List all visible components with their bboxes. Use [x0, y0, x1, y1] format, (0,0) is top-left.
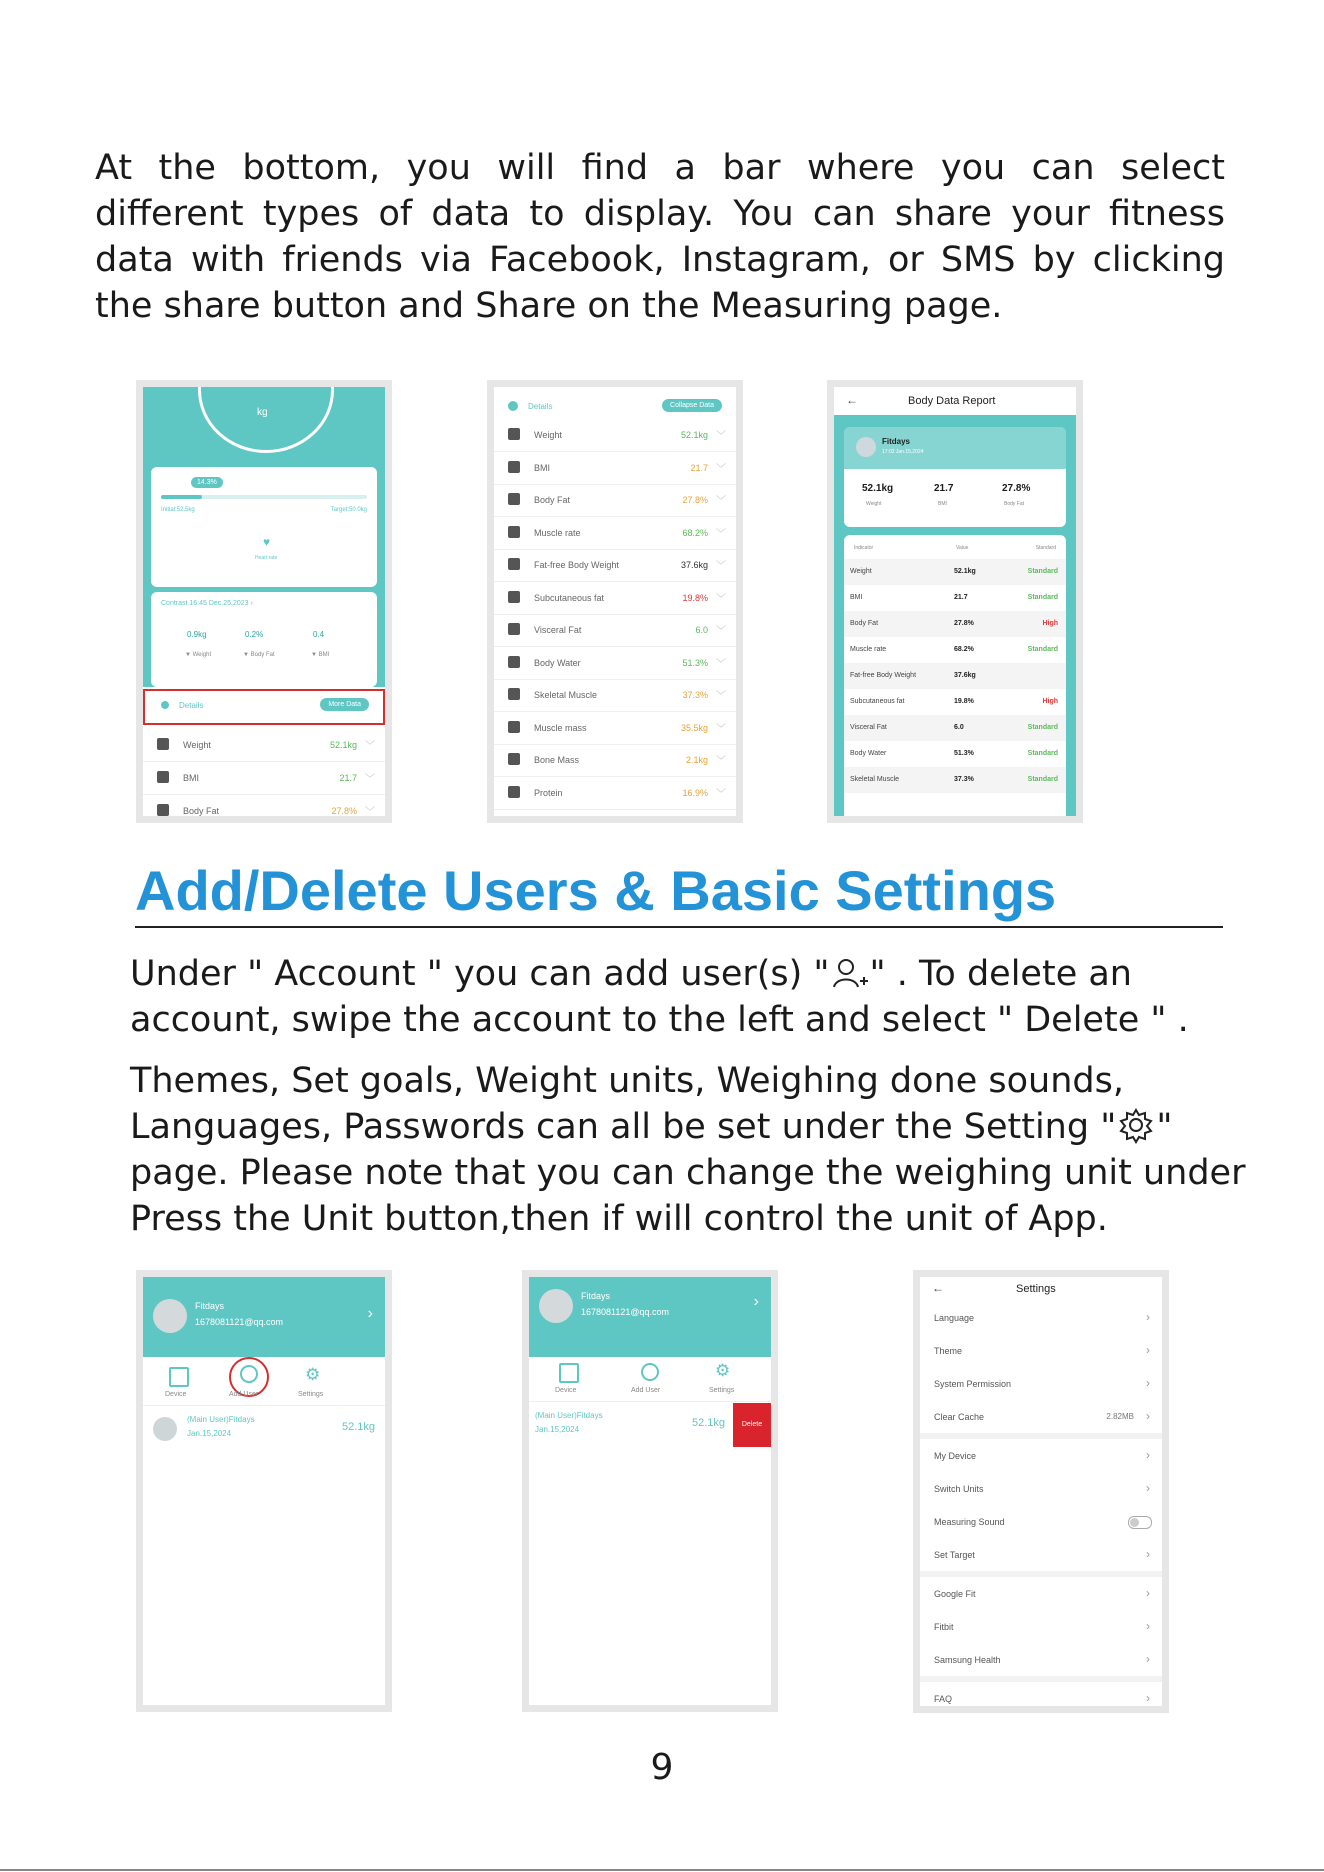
settings-screen — [920, 1277, 1162, 1706]
page-number: 9 — [650, 1747, 674, 1788]
data-row[interactable] — [494, 419, 736, 452]
tab-settings[interactable]: Settings — [709, 1387, 735, 1394]
tab-add-user[interactable]: Add User — [631, 1387, 661, 1394]
data-row[interactable]: Body Fat 27.8% ﹀ — [143, 795, 385, 816]
report-table-rows — [844, 559, 1066, 816]
heart-rate-label: Heart rate — [255, 555, 278, 561]
table-row — [844, 611, 1066, 637]
chevron-right-icon[interactable]: › — [367, 1305, 373, 1322]
metric-name: Visceral Fat — [534, 625, 582, 635]
summary-header — [844, 427, 1066, 469]
user-row[interactable] — [143, 1407, 385, 1449]
value: 37.3% — [954, 776, 974, 783]
metric-icon — [508, 753, 520, 765]
summary-bmi-label: BMI — [938, 501, 947, 507]
settings-item[interactable] — [920, 1334, 1162, 1367]
avatar — [856, 437, 876, 457]
gauge-unit: kg — [257, 407, 268, 418]
gauge-ring — [198, 387, 334, 453]
metric-value: 35.5kg — [680, 722, 708, 733]
metric-value: 16.9% — [682, 787, 708, 798]
metric-name: Bone Mass — [534, 755, 580, 765]
chevron-right-icon[interactable]: › — [1146, 1376, 1150, 1390]
settings-item[interactable] — [920, 1682, 1162, 1706]
account-line-1b: " . To delete an — [869, 954, 1132, 994]
settings-item[interactable] — [920, 1610, 1162, 1643]
chevron-down-icon[interactable]: ﹀ — [716, 756, 726, 767]
metric-value: 19.8% — [682, 592, 708, 603]
summary-weight: 52.1kg — [862, 483, 894, 494]
initial-weight: Initial:52.5kg — [161, 507, 195, 513]
report-user-name: Fitdays — [882, 437, 911, 446]
value: 37.6kg — [954, 672, 976, 679]
user-line: (Main User)Fitdays — [535, 1411, 603, 1420]
report-table — [844, 535, 1066, 816]
user-line: (Main User)Fitdays — [187, 1415, 255, 1424]
account-line-1a: Under " Account " you can add user(s) " — [130, 954, 830, 994]
screenshot-delete-user — [522, 1270, 778, 1712]
chevron-right-icon[interactable]: › — [1146, 1448, 1150, 1462]
settings-item[interactable] — [920, 1301, 1162, 1334]
data-row[interactable] — [494, 744, 736, 777]
settings-tab-icon[interactable]: ⚙ — [305, 1365, 321, 1384]
table-row — [844, 637, 1066, 663]
chevron-down-icon[interactable]: ﹀ — [716, 788, 726, 800]
metric-icon — [508, 461, 520, 473]
intro-paragraph — [95, 145, 1225, 329]
status: High — [1042, 620, 1058, 627]
metric-icon — [508, 591, 520, 603]
chevron-down-icon[interactable]: ﹀ — [716, 561, 726, 572]
settings-line-4: Press the Unit button,then if will control the unit of App. — [130, 1199, 1108, 1239]
chevron-right-icon[interactable]: › — [1146, 1310, 1150, 1324]
metric-icon — [508, 656, 520, 668]
chevron-down-icon[interactable]: ﹀ — [716, 626, 726, 637]
value: 19.8% — [954, 698, 974, 705]
metric-name: Skeletal Muscle — [534, 690, 598, 700]
collapse-data-button[interactable]: Collapse Data — [662, 399, 722, 412]
more-data-button[interactable]: More Data — [320, 698, 369, 711]
settings-title: Settings — [1016, 1283, 1056, 1295]
data-row[interactable]: Weight 52.1kg ﹀ — [143, 729, 385, 762]
report-title: Body Data Report — [908, 395, 996, 407]
indicator: Weight — [850, 568, 872, 575]
summary-weight-label: Weight — [866, 501, 882, 507]
chevron-down-icon[interactable]: ﹀ — [716, 528, 726, 540]
settings-item-label: Set Target — [934, 1550, 975, 1560]
table-head-value: Value — [956, 545, 969, 551]
table-row — [844, 689, 1066, 715]
metric-name: Fat-free Body Weight — [534, 560, 619, 570]
stat-weight-value: 0.9kg — [187, 630, 207, 639]
screenshot-body-data-report — [827, 380, 1083, 823]
settings-header — [920, 1277, 1162, 1301]
chevron-right-icon[interactable]: › — [1146, 1343, 1150, 1357]
stat-bmi-label: ▼ BMI — [311, 652, 330, 658]
metric-icon — [508, 721, 520, 733]
chevron-down-icon[interactable]: ﹀ — [716, 723, 726, 735]
settings-tab-icon[interactable]: ⚙ — [715, 1361, 731, 1380]
metric-value: 51.3% — [682, 657, 708, 668]
settings-item-label: Samsung Health — [934, 1655, 1001, 1665]
settings-item[interactable] — [920, 1538, 1162, 1571]
account-name: Fitdays — [581, 1291, 611, 1301]
status: Standard — [1027, 568, 1058, 575]
settings-item-label: Clear Cache — [934, 1412, 985, 1422]
chevron-right-icon[interactable]: › — [1146, 1652, 1150, 1666]
delete-button[interactable]: Delete — [733, 1403, 771, 1447]
value: 6.0 — [954, 724, 964, 731]
chevron-right-icon[interactable]: › — [1146, 1691, 1150, 1705]
settings-item[interactable] — [920, 1505, 1162, 1538]
status: Standard — [1027, 776, 1058, 783]
summary-bmi: 21.7 — [934, 483, 954, 494]
target-weight: Target:50.0kg — [330, 507, 367, 513]
chevron-right-icon[interactable]: › — [1146, 1586, 1150, 1600]
toggle-switch[interactable] — [1128, 1516, 1152, 1529]
data-row[interactable] — [494, 517, 736, 550]
settings-line-2a: Languages, Passwords can all be set under the Setting " — [130, 1107, 1117, 1147]
device-icon[interactable] — [559, 1363, 579, 1383]
metric-name: Subcutaneous fat — [534, 592, 605, 603]
table-row — [844, 715, 1066, 741]
metric-name: Muscle mass — [534, 722, 587, 733]
metric-icon — [508, 526, 520, 538]
report-screen — [834, 387, 1076, 816]
metric-name: Body Fat — [534, 495, 571, 505]
account-paragraph — [130, 951, 1250, 1043]
settings-line-3: page. Please note that you can change the weighing unit under — [130, 1153, 1246, 1193]
settings-item[interactable] — [920, 1472, 1162, 1505]
avatar — [539, 1289, 573, 1323]
stat-bodyfat-label: ▼ Body Fat — [243, 652, 275, 658]
heart-icon: ♥ — [263, 535, 271, 549]
chevron-right-icon[interactable]: › — [753, 1293, 759, 1310]
data-row[interactable] — [494, 549, 736, 582]
table-head-standard: Standard — [1035, 545, 1056, 551]
data-row[interactable]: BMI 21.7 ﹀ — [143, 762, 385, 795]
metric-name: BMI — [534, 462, 551, 473]
chevron-right-icon[interactable]: › — [1146, 1547, 1150, 1561]
device-icon[interactable] — [169, 1367, 189, 1387]
progress-card — [151, 467, 377, 587]
settings-item-label: FAQ — [934, 1694, 953, 1704]
settings-item-label: Switch Units — [934, 1484, 984, 1494]
tab-settings[interactable]: Settings — [298, 1391, 324, 1398]
table-row — [844, 663, 1066, 689]
chevron-down-icon[interactable]: ﹀ — [716, 431, 726, 442]
user-row-swiped[interactable] — [529, 1403, 771, 1447]
settings-item-label: Fitbit — [934, 1622, 954, 1632]
screenshot-account-page — [136, 1270, 392, 1712]
metric-icon — [508, 428, 520, 440]
add-user-icon — [830, 955, 870, 991]
metric-value: 37.6kg — [680, 560, 708, 570]
weight-icon — [157, 738, 169, 750]
screenshot-measuring-page — [136, 380, 392, 823]
indicator: Muscle rate — [850, 646, 887, 653]
metric-value: 6.0 — [695, 625, 708, 635]
chevron-down-icon[interactable]: ﹀ — [716, 593, 726, 605]
summary-bodyfat: 27.8% — [1002, 483, 1031, 494]
settings-item-label: My Device — [934, 1451, 977, 1461]
intro-line-2: different types of data to display. You can share your fitness — [95, 194, 1225, 234]
data-row[interactable] — [494, 777, 736, 810]
account-header — [143, 1277, 385, 1357]
settings-item-label: Measuring Sound — [934, 1517, 1005, 1527]
table-row — [844, 741, 1066, 767]
heading-rule — [135, 926, 1223, 928]
indicator: Skeletal Muscle — [850, 776, 900, 783]
account-screen — [143, 1277, 385, 1705]
tab-add-user[interactable]: Add User — [229, 1391, 259, 1398]
account-email: 1678081121@qq.com — [581, 1307, 670, 1317]
metric-name: Body Water — [534, 657, 581, 668]
contrast-card — [151, 592, 377, 687]
screenshot-details-list — [487, 380, 743, 823]
delete-screen — [529, 1277, 771, 1705]
cache-size: 2.82MB — [1106, 1412, 1134, 1421]
back-arrow-icon[interactable]: ← — [932, 1281, 944, 1295]
account-email: 1678081121@qq.com — [195, 1317, 284, 1327]
value: 27.8% — [954, 620, 974, 627]
summary-bodyfat-label: Body Fat — [1004, 501, 1025, 507]
user-date: Jan.15,2024 — [535, 1425, 580, 1434]
add-user-tab-icon[interactable] — [641, 1363, 659, 1381]
avatar — [153, 1417, 177, 1441]
stat-bmi-value: 0.4 — [313, 630, 325, 639]
metric-value: 37.3% — [682, 690, 708, 700]
metric-icon — [508, 688, 520, 700]
section-heading: Add/Delete Users & Basic Settings — [135, 859, 1057, 922]
chevron-right-icon[interactable]: › — [1146, 1619, 1150, 1633]
indicator: Body Fat — [850, 620, 879, 627]
details-label: Details — [179, 701, 204, 710]
add-user-tab-icon[interactable] — [240, 1365, 258, 1383]
user-weight: 52.1kg — [341, 1421, 375, 1433]
report-date: 17:02 Jan.15,2024 — [882, 449, 924, 455]
user-weight: 52.1kg — [691, 1417, 725, 1429]
metric-icon — [508, 558, 520, 570]
metric-value: 21.7 — [690, 462, 708, 473]
report-summary-card — [844, 427, 1066, 527]
progress-fill — [161, 495, 202, 499]
intro-line-4: the share button and Share on the Measuring page. — [95, 286, 1003, 326]
table-head-indicator: Indicator — [854, 545, 874, 551]
value: 51.3% — [954, 750, 974, 757]
intro-line-1: At the bottom, you will find a bar where you can select — [95, 148, 1225, 188]
chevron-down-icon[interactable]: ﹀ — [716, 658, 726, 670]
data-row[interactable] — [494, 712, 736, 745]
data-row[interactable] — [494, 679, 736, 712]
settings-line-2b: " — [1156, 1107, 1173, 1147]
chevron-right-icon[interactable]: › — [1146, 1481, 1150, 1495]
metric-icon — [508, 786, 520, 798]
metric-value: 27.8% — [682, 495, 708, 505]
indicator: Body Water — [850, 750, 887, 757]
back-arrow-icon[interactable]: ← — [846, 393, 858, 407]
intro-line-3: data with friends via Facebook, Instagram, or SMS by clicking — [95, 240, 1225, 280]
settings-item-label: Language — [934, 1313, 975, 1323]
metric-value: 2.1kg — [685, 755, 708, 765]
account-line-2: account, swipe the account to the left and select " Delete " . — [130, 1000, 1189, 1040]
value: 21.7 — [954, 594, 968, 601]
settings-line-1: Themes, Set goals, Weight units, Weighing done sounds, — [130, 1061, 1124, 1101]
account-name: Fitdays — [195, 1301, 225, 1311]
contrast-label: Contrast 16:45 Dec.25,2023 › — [161, 600, 253, 607]
tab-device[interactable]: Device — [555, 1387, 577, 1394]
metric-icon — [508, 493, 520, 505]
settings-item[interactable] — [920, 1439, 1162, 1472]
settings-item-label: Theme — [934, 1346, 963, 1356]
settings-item[interactable] — [920, 1367, 1162, 1400]
screenshot-settings — [913, 1270, 1169, 1713]
settings-item[interactable] — [920, 1643, 1162, 1676]
metric-name: Protein — [534, 787, 563, 798]
indicator: BMI — [850, 594, 863, 601]
divider — [529, 1401, 771, 1402]
progress-track — [161, 495, 367, 499]
chevron-down-icon[interactable]: ﹀ — [716, 691, 726, 702]
table-row — [844, 767, 1066, 793]
status: Standard — [1027, 724, 1058, 731]
report-body — [834, 415, 1076, 816]
body-fat-icon — [157, 804, 169, 816]
user-date: Jan.15,2024 — [187, 1429, 232, 1438]
gear-icon — [1116, 1106, 1156, 1144]
details-screen — [494, 387, 736, 816]
tab-device[interactable]: Device — [165, 1391, 187, 1398]
avatar — [153, 1299, 187, 1333]
metric-name: Muscle rate — [534, 527, 581, 538]
measuring-screen — [143, 387, 385, 816]
account-header — [529, 1277, 771, 1357]
value: 52.1kg — [954, 568, 976, 575]
settings-paragraph — [130, 1058, 1250, 1242]
value: 68.2% — [954, 646, 974, 653]
data-row[interactable] — [494, 614, 736, 647]
indicator: Fat-free Body Weight — [850, 672, 917, 679]
bottom-rule — [0, 1869, 1324, 1871]
indicator: Visceral Fat — [850, 724, 887, 731]
data-row[interactable] — [494, 582, 736, 615]
account-line-1 — [130, 951, 1250, 997]
settings-item-label: Google Fit — [934, 1589, 976, 1599]
table-row — [844, 559, 1066, 585]
details-list — [143, 687, 385, 816]
data-row[interactable] — [494, 484, 736, 517]
table-row — [844, 585, 1066, 611]
details-icon — [508, 401, 518, 411]
metric-name: Weight — [534, 430, 562, 440]
chevron-right-icon[interactable]: › — [1146, 1409, 1150, 1423]
chevron-down-icon[interactable]: ﹀ — [716, 463, 726, 475]
settings-item[interactable] — [920, 1400, 1162, 1433]
data-row[interactable] — [494, 452, 736, 485]
data-row[interactable] — [494, 647, 736, 680]
divider — [143, 1405, 385, 1406]
settings-item-label: System Permission — [934, 1379, 1012, 1389]
stat-bodyfat-value: 0.2% — [245, 630, 264, 639]
settings-line-2 — [130, 1104, 1250, 1150]
metric-icon — [508, 623, 520, 635]
details-icon — [161, 701, 169, 709]
details-label: Details — [528, 402, 553, 411]
chevron-down-icon[interactable]: ﹀ — [716, 496, 726, 507]
status: High — [1042, 698, 1058, 705]
status: Standard — [1027, 646, 1058, 653]
bmi-icon — [157, 771, 169, 783]
metric-value: 68.2% — [682, 527, 708, 538]
settings-item[interactable] — [920, 1577, 1162, 1610]
indicator: Subcutaneous fat — [850, 698, 905, 705]
metric-value: 52.1kg — [680, 430, 708, 440]
status: Standard — [1027, 750, 1058, 757]
stat-weight-label: ▼ Weight — [185, 652, 212, 658]
status: Standard — [1027, 594, 1058, 601]
progress-badge: 14.3% — [191, 477, 223, 488]
